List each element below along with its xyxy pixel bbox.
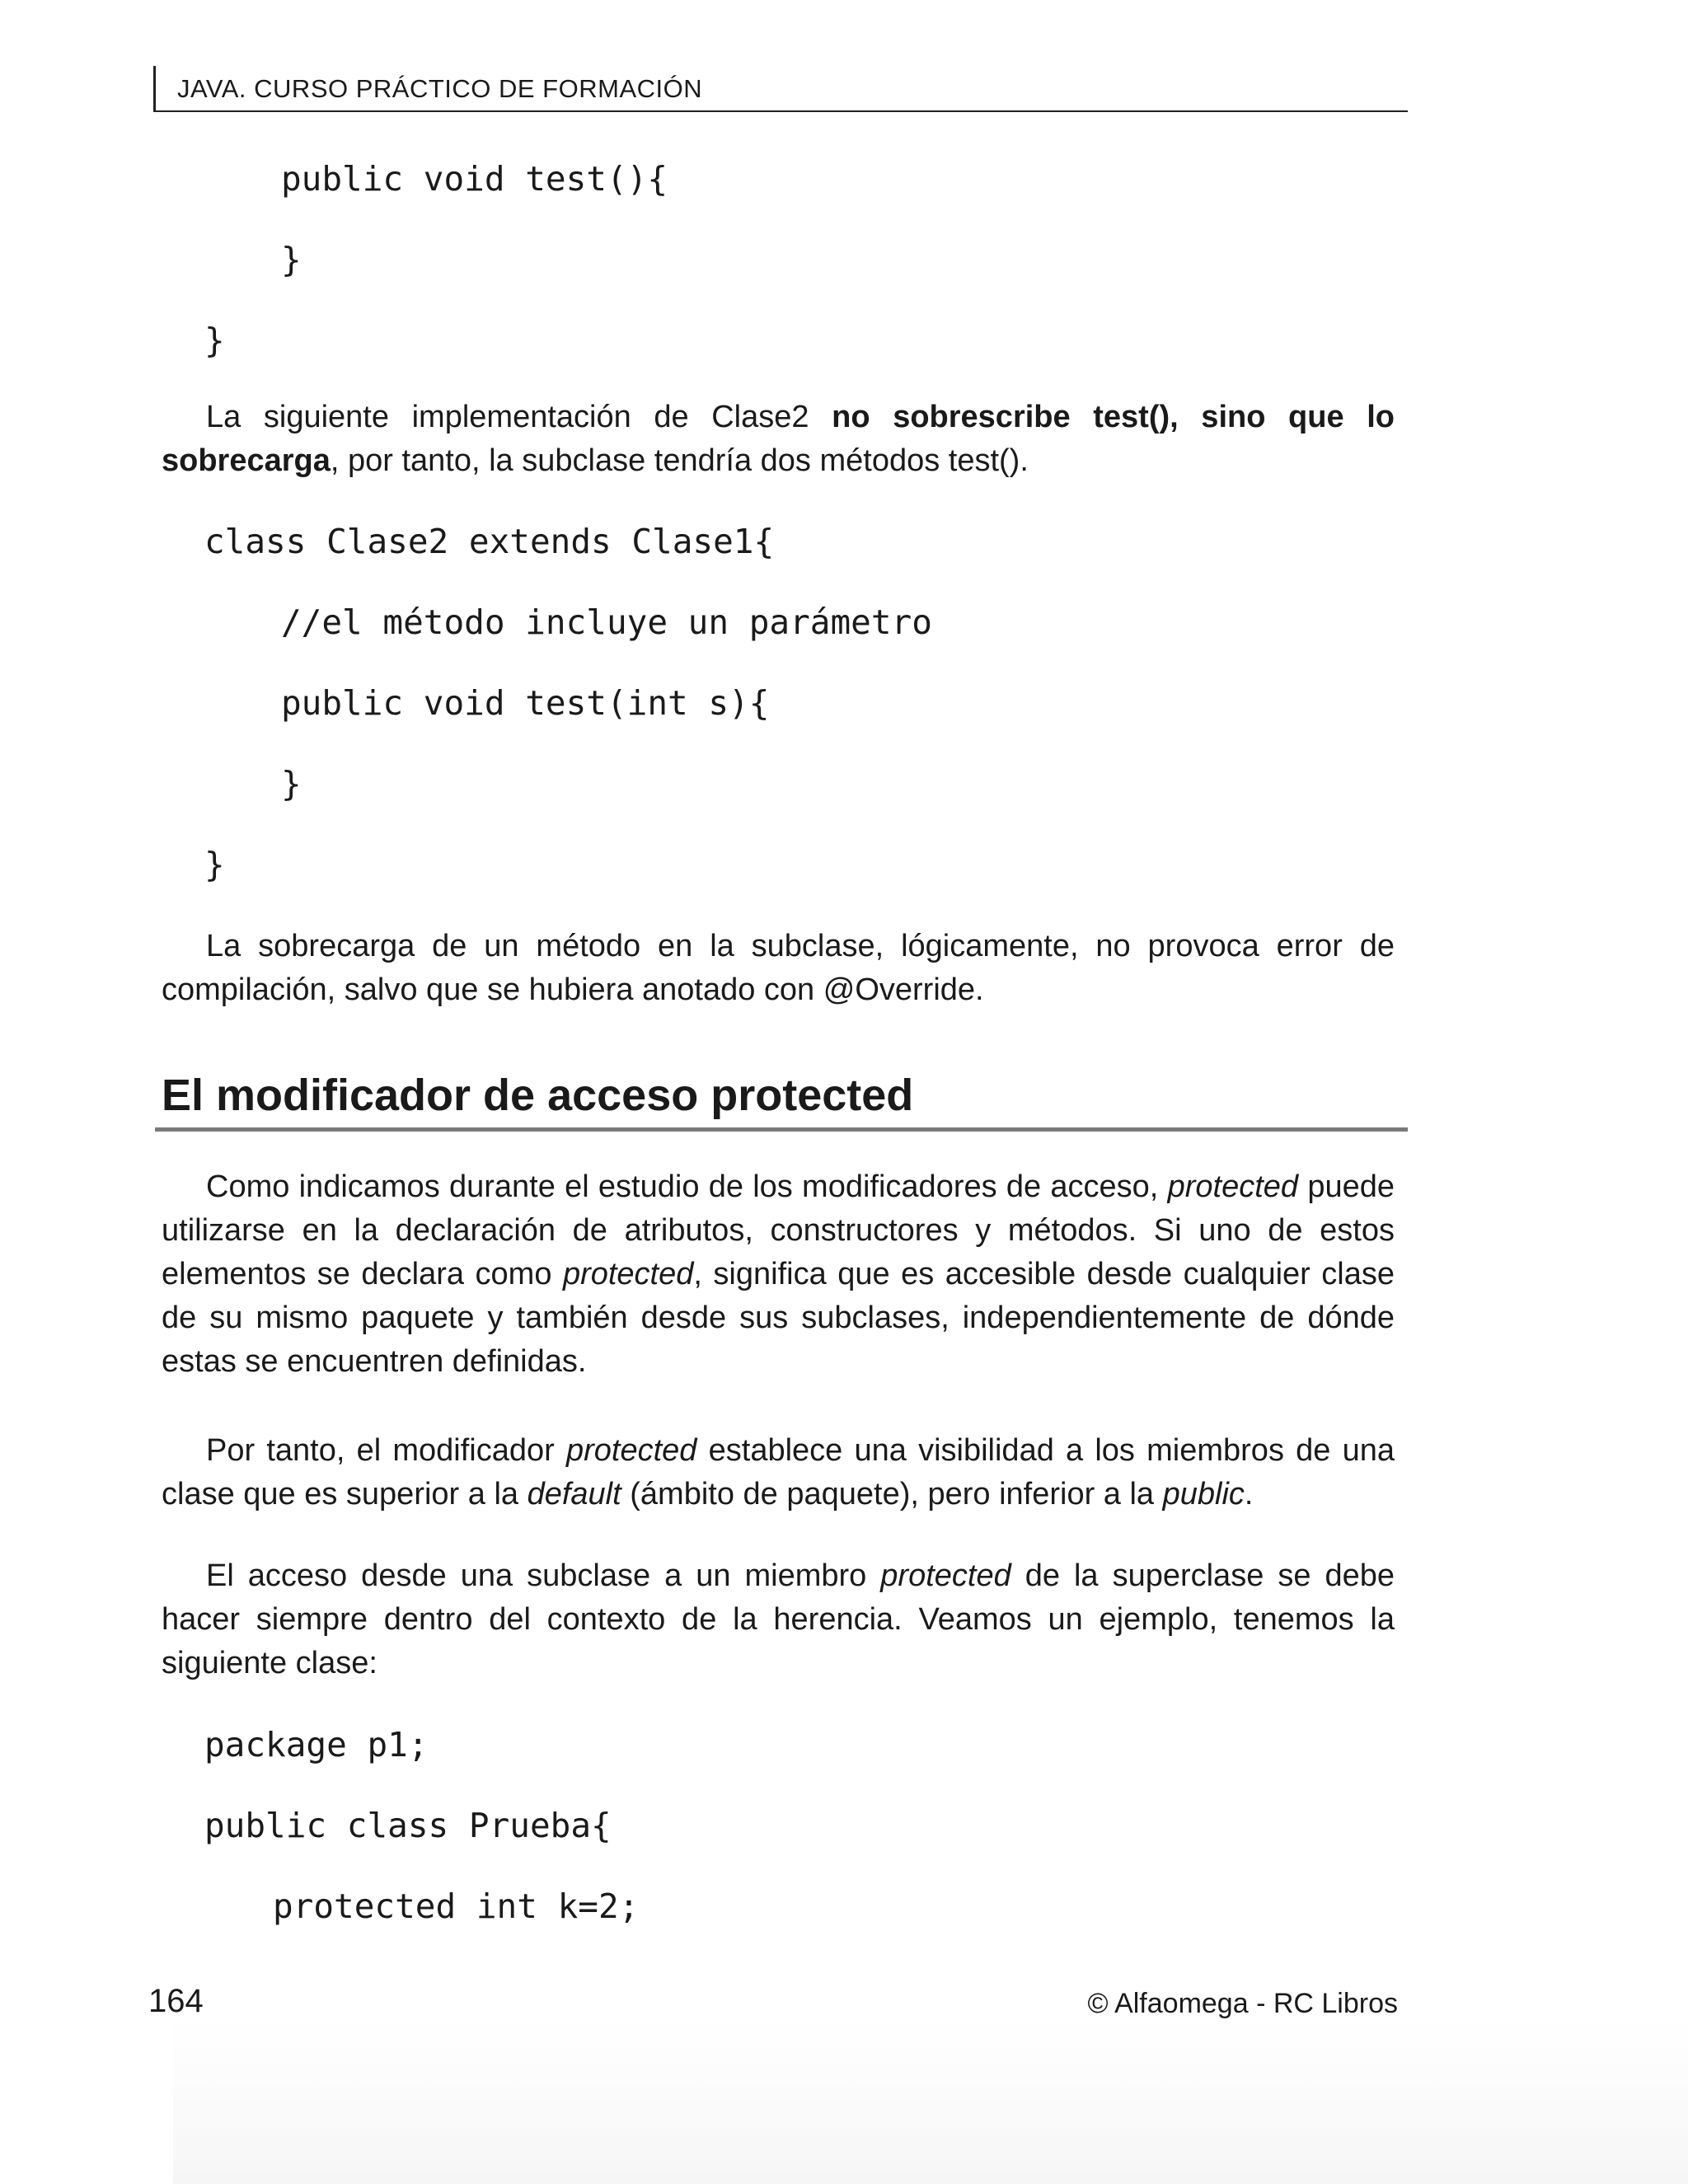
paragraph-text: Por tanto, el modificador (206, 1433, 566, 1468)
code-line: public class Prueba{ (204, 1806, 612, 1845)
paragraph-text: Como indicamos durante el estudio de los modificadores de acceso, (206, 1169, 1168, 1204)
code-line: public void test(int s){ (281, 683, 770, 723)
paragraph-text: La siguiente implementación de Clase2 (206, 400, 832, 434)
paragraph-italic-text: protected (880, 1558, 1011, 1593)
paragraph-italic-text: protected (562, 1257, 694, 1291)
code-line: //el método incluye un parámetro (281, 602, 932, 642)
code-line: public void test(){ (281, 159, 668, 199)
paragraph (162, 1429, 1395, 1516)
paragraph-italic-text: public (1162, 1477, 1245, 1511)
paragraph-text: La sobrecarga de un método en la subclase, lógicamente, no provoca error de compilación, salvo que se hubiera anotado con @Override. (162, 929, 1395, 1007)
paragraph (162, 396, 1395, 483)
paragraph-text: (ámbito de paquete), pero inferior a la (621, 1477, 1163, 1511)
paragraph-text: El acceso desde una subclase a un miembro (206, 1558, 881, 1593)
page-number: 164 (148, 1983, 204, 2019)
code-line: protected int k=2; (273, 1886, 640, 1926)
code-line: } (204, 845, 225, 884)
paragraph (162, 1165, 1395, 1384)
paragraph-text: . (1244, 1477, 1254, 1511)
copyright-notice: © Alfaomega - RC Libros (1087, 1988, 1398, 2019)
code-line: } (204, 321, 225, 360)
paragraph-italic-text: protected (1167, 1169, 1299, 1204)
section-divider (155, 1127, 1408, 1132)
paragraph-italic-text: protected (565, 1433, 697, 1468)
code-line: } (281, 240, 302, 279)
running-header (153, 66, 1408, 112)
paragraph-text: de la superclase se debe hacer siempre dentro del contexto de la herencia. Veamos un ejemplo, tenemos la siguiente clase: (162, 1558, 1395, 1680)
paragraph-text: , significa que es accesible desde cualquier clase de su mismo paquete y también desde sus subclases, independientemente de dónde estas se encuentren definidas. (162, 1257, 1395, 1379)
code-line: class Clase2 extends Clase1{ (204, 522, 775, 561)
paragraph-italic-text: default (527, 1477, 621, 1511)
paragraph-bold-text: no sobrescribe test(), sino que lo sobrecarga (162, 400, 1395, 478)
paragraph (162, 925, 1395, 1012)
running-header-title: JAVA. CURSO PRÁCTICO DE FORMACIÓN (177, 74, 703, 103)
scan-shadow (173, 2019, 1688, 2184)
code-line: package p1; (204, 1725, 429, 1765)
paragraph-text: puede utilizarse en la declaración de atributos, constructores y métodos. Si uno de estos elementos se declara como (162, 1169, 1395, 1291)
section-heading: El modificador de acceso protected (162, 1071, 914, 1120)
paragraph (162, 1554, 1395, 1685)
paragraph-text: , por tanto, la subclase tendría dos métodos test(). (330, 443, 1029, 478)
code-line: } (281, 764, 302, 804)
paragraph-text: establece una visibilidad a los miembros de una clase que es superior a la (162, 1433, 1395, 1511)
